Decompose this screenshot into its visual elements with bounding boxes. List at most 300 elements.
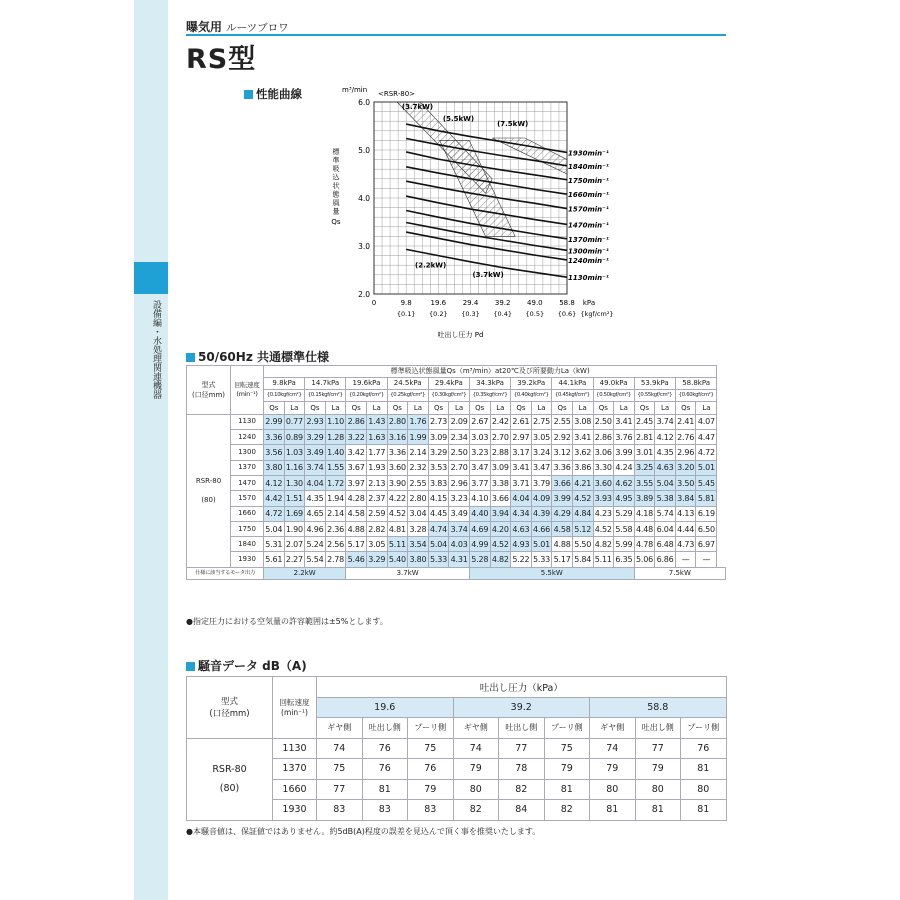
noise-value-cell: 81 xyxy=(590,800,636,821)
spec-value-cell: 5.58 xyxy=(614,521,635,536)
spec-pressure-header xyxy=(552,378,593,402)
spec-pressure-header xyxy=(346,378,387,402)
spec-value-cell: 5.99 xyxy=(614,537,635,552)
spec-value-cell: 3.49 xyxy=(449,506,470,521)
spec-value-cell: 2.78 xyxy=(325,552,346,567)
section-bullet-icon xyxy=(244,90,253,99)
x-sub-label: {0.2} xyxy=(429,310,448,318)
noise-value-cell: 75 xyxy=(544,738,590,759)
spec-value-cell: 4.07 xyxy=(696,414,717,429)
y-axis-label-char: 準 xyxy=(332,156,340,165)
spec-pressure-header xyxy=(593,378,634,402)
spec-value-cell: 5.40 xyxy=(387,552,408,567)
spec-value-cell: 2.41 xyxy=(675,414,696,429)
spec-value-cell: 5.54 xyxy=(305,552,326,567)
spec-value-cell: 3.79 xyxy=(531,475,552,490)
y-tick-label: 6.0 xyxy=(358,98,370,107)
spec-value-cell: 3.76 xyxy=(614,430,635,445)
y-axis-label-char: 込 xyxy=(332,173,340,182)
la-header: La xyxy=(490,402,511,414)
x-sub-label: {0.6} xyxy=(557,310,577,318)
la-header: La xyxy=(408,402,429,414)
spec-value-cell: 3.47 xyxy=(469,460,490,475)
spec-value-cell: 2.67 xyxy=(469,414,490,429)
la-header: La xyxy=(655,402,676,414)
spec-value-cell: 2.93 xyxy=(305,414,326,429)
qs-header: Qs xyxy=(387,402,408,414)
spec-pressure-header xyxy=(675,378,717,402)
spec-value-cell: 1.03 xyxy=(284,445,305,460)
spec-value-cell: 3.36 xyxy=(264,430,285,445)
noise-value-cell: 79 xyxy=(590,759,636,780)
qs-header: Qs xyxy=(428,402,449,414)
spec-value-cell: 3.16 xyxy=(387,430,408,445)
noise-speed-cell: 1130 xyxy=(273,738,317,759)
category: 曝気用 xyxy=(186,20,223,34)
subcategory: ルーツブロワ xyxy=(226,22,289,34)
spec-value-cell: 3.49 xyxy=(305,445,326,460)
spec-value-cell: 5.06 xyxy=(634,552,655,567)
sidebar-marker xyxy=(134,262,168,294)
spec-value-cell: 5.11 xyxy=(593,552,614,567)
spec-value-cell: 4.09 xyxy=(531,491,552,506)
pressure-kgf: {0.45kgf/cm²} xyxy=(552,389,592,401)
spec-value-cell: 3.71 xyxy=(511,475,532,490)
spec-value-cell: 2.97 xyxy=(511,430,532,445)
pressure-kpa: 24.5kPa xyxy=(393,379,422,388)
curve-label: 1130min⁻¹ xyxy=(568,274,609,283)
spec-value-cell: 4.35 xyxy=(655,445,676,460)
noise-pressure: 58.8 xyxy=(590,697,727,718)
power-region-label: (3.7kW) xyxy=(472,271,504,280)
spec-value-cell: 3.42 xyxy=(346,445,367,460)
spec-value-cell: 3.41 xyxy=(572,430,593,445)
y-axis-label-char: 態 xyxy=(332,190,340,199)
spec-value-cell: 4.23 xyxy=(593,506,614,521)
noise-value-cell: 81 xyxy=(635,800,681,821)
spec-value-cell: 2.50 xyxy=(449,445,470,460)
pressure-kpa: 49.0kPa xyxy=(599,379,628,388)
pressure-kpa: 53.9kPa xyxy=(640,379,669,388)
speed-cell: 1930 xyxy=(231,552,264,567)
spec-value-cell: 3.93 xyxy=(593,491,614,506)
spec-value-cell: 2.56 xyxy=(325,537,346,552)
la-header: La xyxy=(366,402,387,414)
model-name: RSR-80 xyxy=(195,476,222,485)
qs-header: Qs xyxy=(511,402,532,414)
la-header: La xyxy=(696,402,717,414)
spec-value-cell: 4.45 xyxy=(428,506,449,521)
spec-value-cell: 5.04 xyxy=(264,521,285,536)
spec-value-cell: 4.99 xyxy=(469,537,490,552)
spec-pressure-header xyxy=(634,378,675,402)
qs-header: Qs xyxy=(305,402,326,414)
spec-table xyxy=(186,365,726,580)
spec-value-cell: 1.63 xyxy=(366,430,387,445)
spec-value-cell: 5.74 xyxy=(655,506,676,521)
spec-value-cell: 4.95 xyxy=(614,491,635,506)
noise-value-cell: 82 xyxy=(453,800,499,821)
spec-value-cell: 4.18 xyxy=(634,506,655,521)
spec-value-cell: 2.36 xyxy=(325,521,346,536)
noise-sub-header: プーリ側 xyxy=(544,718,590,739)
spec-value-cell: 3.25 xyxy=(634,460,655,475)
spec-value-cell: 4.62 xyxy=(614,475,635,490)
spec-value-cell: 4.72 xyxy=(264,506,285,521)
spec-value-cell: 1.28 xyxy=(325,430,346,445)
spec-value-cell: 4.34 xyxy=(511,506,532,521)
spec-value-cell: 4.82 xyxy=(593,537,614,552)
spec-value-cell: 6.19 xyxy=(696,506,717,521)
noise-row xyxy=(187,738,727,759)
noise-value-cell: 79 xyxy=(408,779,454,800)
x-sub-label: {0.4} xyxy=(493,310,512,318)
spec-value-cell: 3.17 xyxy=(511,445,532,460)
pressure-kpa: 19.6kPa xyxy=(352,379,381,388)
pressure-kgf: {0.20kgf/cm²} xyxy=(346,389,386,401)
pressure-kpa: 34.3kPa xyxy=(476,379,504,388)
spec-value-cell: 3.29 xyxy=(305,430,326,445)
pressure-kpa: 39.2kPa xyxy=(517,379,546,388)
motor-value: 2.2kW xyxy=(264,567,346,579)
spec-value-cell: 4.58 xyxy=(552,521,573,536)
noise-value-cell: 76 xyxy=(408,759,454,780)
spec-value-cell: 3.09 xyxy=(428,430,449,445)
spec-value-cell: 2.45 xyxy=(634,414,655,429)
spec-value-cell: 4.39 xyxy=(531,506,552,521)
y-axis-symbol: Qs xyxy=(331,218,341,226)
x-tick-label: 29.4 xyxy=(462,299,479,307)
la-header: La xyxy=(614,402,635,414)
spec-value-cell: 4.35 xyxy=(305,491,326,506)
noise-header-row xyxy=(187,677,727,698)
y-axis-label-char: 量 xyxy=(332,207,340,216)
spec-value-cell: 4.52 xyxy=(593,521,614,536)
noise-sub-header: 吐出し側 xyxy=(499,718,545,739)
spec-value-cell: 3.23 xyxy=(449,491,470,506)
spec-value-cell: 4.69 xyxy=(469,521,490,536)
pressure-kgf: {0.35kgf/cm²} xyxy=(470,389,510,401)
spec-pressure-header xyxy=(387,378,428,402)
spec-value-cell: 4.48 xyxy=(634,521,655,536)
pressure-kpa: 58.8kPa xyxy=(682,379,711,388)
spec-value-cell: 5.45 xyxy=(696,475,717,490)
spec-value-cell: 5.01 xyxy=(531,537,552,552)
spec-value-cell: 4.88 xyxy=(346,521,367,536)
section-spec-title xyxy=(186,348,329,365)
header-rule xyxy=(186,34,726,36)
section-curve-label: 性能曲線 xyxy=(256,87,302,101)
pressure-kgf: {0.40kgf/cm²} xyxy=(511,389,551,401)
section-noise-label: 騒音データ dB（A) xyxy=(198,659,307,673)
spec-value-cell: 1.43 xyxy=(366,414,387,429)
spec-value-cell: 3.60 xyxy=(593,475,614,490)
spec-value-cell: 3.62 xyxy=(572,445,593,460)
spec-value-cell: 1.55 xyxy=(325,460,346,475)
spec-value-cell: 3.94 xyxy=(490,506,511,521)
spec-value-cell: 4.52 xyxy=(387,506,408,521)
spec-value-cell: 1.69 xyxy=(284,506,305,521)
spec-row xyxy=(187,430,726,445)
model-name: RSR-80 xyxy=(212,764,247,775)
spec-value-cell: 3.03 xyxy=(469,430,490,445)
spec-value-cell: 2.55 xyxy=(552,414,573,429)
spec-value-cell: 1.30 xyxy=(284,475,305,490)
motor-value: 7.5kW xyxy=(634,567,725,579)
noise-sub-header: ギヤ側 xyxy=(317,718,363,739)
spec-value-cell: 3.22 xyxy=(346,430,367,445)
speed-cell: 1570 xyxy=(231,491,264,506)
noise-value-cell: 76 xyxy=(362,738,408,759)
spec-value-cell: 4.93 xyxy=(511,537,532,552)
spec-value-cell: 3.47 xyxy=(531,460,552,475)
pressure-kgf: {0.60kgf/cm²} xyxy=(676,389,717,401)
spec-value-cell: 3.05 xyxy=(366,537,387,552)
noise-value-cell: 80 xyxy=(681,779,727,800)
spec-value-cell: 6.04 xyxy=(655,521,676,536)
spec-value-cell: 2.96 xyxy=(675,445,696,460)
spec-value-cell: 1.90 xyxy=(284,521,305,536)
qs-header: Qs xyxy=(593,402,614,414)
spec-value-cell: 5.24 xyxy=(305,537,326,552)
spec-value-cell: 3.80 xyxy=(408,552,429,567)
spec-value-cell: 3.05 xyxy=(531,430,552,445)
spec-value-cell: 3.99 xyxy=(614,445,635,460)
noise-value-cell: 75 xyxy=(317,759,363,780)
spec-value-cell: 3.53 xyxy=(428,460,449,475)
y-axis-label-char: 標 xyxy=(332,148,340,156)
qs-header: Qs xyxy=(264,402,285,414)
spec-value-cell: 3.99 xyxy=(552,491,573,506)
spec-value-cell: 1.40 xyxy=(325,445,346,460)
spec-value-cell: 2.92 xyxy=(552,430,573,445)
spec-value-cell: 2.61 xyxy=(511,414,532,429)
spec-value-cell: 4.47 xyxy=(696,430,717,445)
spec-value-cell: 2.27 xyxy=(284,552,305,567)
spec-value-cell: 4.88 xyxy=(552,537,573,552)
noise-header-model: 型式 (口径mm) xyxy=(187,677,273,739)
curve-label: 1750min⁻¹ xyxy=(568,176,609,185)
spec-value-cell: 4.24 xyxy=(614,460,635,475)
spec-value-cell: 2.80 xyxy=(387,414,408,429)
noise-value-cell: 81 xyxy=(681,800,727,821)
spec-row xyxy=(187,537,726,552)
y-unit-label: m³/min xyxy=(342,86,368,94)
spec-value-cell: 3.30 xyxy=(593,460,614,475)
spec-value-cell: 6.97 xyxy=(696,537,717,552)
spec-value-cell: 2.50 xyxy=(593,414,614,429)
y-tick-label: 2.0 xyxy=(358,290,370,299)
noise-value-cell: 77 xyxy=(635,738,681,759)
spec-value-cell: 3.23 xyxy=(469,445,490,460)
qs-header: Qs xyxy=(469,402,490,414)
noise-sub-header: ギヤ側 xyxy=(590,718,636,739)
spec-value-cell: 4.96 xyxy=(305,521,326,536)
noise-value-cell: 83 xyxy=(408,800,454,821)
spec-value-cell: 3.41 xyxy=(511,460,532,475)
spec-row xyxy=(187,460,726,475)
spec-pressure-header xyxy=(428,378,469,402)
spec-value-cell: 4.40 xyxy=(469,506,490,521)
spec-value-cell: 4.73 xyxy=(675,537,696,552)
spec-value-cell: 1.94 xyxy=(325,491,346,506)
noise-speed-cell: 1660 xyxy=(273,779,317,800)
spec-value-cell: 6.35 xyxy=(614,552,635,567)
qs-header: Qs xyxy=(346,402,367,414)
spec-value-cell: 3.29 xyxy=(428,445,449,460)
spec-value-cell: 3.56 xyxy=(264,445,285,460)
spec-value-cell: 3.67 xyxy=(346,460,367,475)
spec-value-cell: 1.99 xyxy=(408,430,429,445)
spec-value-cell: 4.66 xyxy=(531,521,552,536)
noise-value-cell: 74 xyxy=(317,738,363,759)
pressure-kgf: {0.25kgf/cm²} xyxy=(388,389,428,401)
noise-sub-header: プーリ側 xyxy=(681,718,727,739)
spec-value-cell: 4.72 xyxy=(696,445,717,460)
spec-row xyxy=(187,445,726,460)
spec-row xyxy=(187,475,726,490)
pressure-kgf: {0.55kgf/cm²} xyxy=(635,389,675,401)
spec-value-cell: 5.17 xyxy=(346,537,367,552)
spec-value-cell: 3.12 xyxy=(552,445,573,460)
section-spec-label: 50/60Hz 共通標準仕様 xyxy=(198,350,329,364)
spec-value-cell: 3.84 xyxy=(675,491,696,506)
spec-value-cell: 4.13 xyxy=(675,506,696,521)
x-tick-label: 19.6 xyxy=(430,299,447,307)
spec-value-cell: 2.86 xyxy=(346,414,367,429)
spec-value-cell: 5.28 xyxy=(469,552,490,567)
y-axis-label-char: 風 xyxy=(332,199,340,207)
noise-sub-header: 吐出し側 xyxy=(635,718,681,739)
curve-label: 1570min⁻¹ xyxy=(568,205,609,214)
spec-pressure-header xyxy=(305,378,346,402)
spec-value-cell: 3.60 xyxy=(387,460,408,475)
spec-value-cell: 3.36 xyxy=(387,445,408,460)
speed-cell: 1840 xyxy=(231,537,264,552)
noise-value-cell: 81 xyxy=(681,759,727,780)
spec-value-cell: 2.76 xyxy=(675,430,696,445)
y-axis-label-char: 状 xyxy=(332,182,340,190)
pressure-kpa: 29.4kPa xyxy=(434,379,463,388)
spec-value-cell: 4.03 xyxy=(449,537,470,552)
pressure-kgf: {0.30kgf/cm²} xyxy=(429,389,469,401)
spec-value-cell: 2.96 xyxy=(449,475,470,490)
pressure-kpa: 44.1kPa xyxy=(558,379,587,388)
spec-value-cell: 1.10 xyxy=(325,414,346,429)
noise-model-cell xyxy=(187,738,273,820)
spec-value-cell: 5.22 xyxy=(511,552,532,567)
spec-value-cell: 3.55 xyxy=(634,475,655,490)
spec-value-cell: 4.21 xyxy=(572,475,593,490)
noise-pressure: 39.2 xyxy=(453,697,590,718)
noise-header-speed: 回転速度 (min⁻¹) xyxy=(273,677,317,739)
y-tick-label: 5.0 xyxy=(358,146,370,155)
spec-value-cell: 4.63 xyxy=(511,521,532,536)
spec-value-cell: 6.50 xyxy=(696,521,717,536)
x-tick-label: 0 xyxy=(371,299,377,307)
spec-value-cell: 3.36 xyxy=(552,460,573,475)
spec-value-cell: 4.84 xyxy=(572,506,593,521)
spec-value-cell: 2.14 xyxy=(325,506,346,521)
spec-value-cell: 5.29 xyxy=(614,506,635,521)
spec-value-cell: 2.09 xyxy=(449,414,470,429)
spec-value-cell: 4.12 xyxy=(264,475,285,490)
spec-value-cell: 5.38 xyxy=(655,491,676,506)
la-header: La xyxy=(572,402,593,414)
y-tick-label: 3.0 xyxy=(358,242,370,251)
spec-value-cell: 5.01 xyxy=(696,460,717,475)
spec-value-cell: 2.82 xyxy=(366,521,387,536)
category-heading xyxy=(186,18,289,35)
spec-value-cell: 4.82 xyxy=(490,552,511,567)
x-tick-label: kPa xyxy=(582,299,596,307)
noise-value-cell: 74 xyxy=(590,738,636,759)
spec-value-cell: 6.48 xyxy=(655,537,676,552)
power-region-label: (3.7kW) xyxy=(401,103,434,112)
speed-cell: 1240 xyxy=(231,430,264,445)
spec-row xyxy=(187,552,726,567)
x-tick-label: 49.0 xyxy=(527,299,543,307)
motor-value: 3.7kW xyxy=(346,567,470,579)
performance-chart xyxy=(322,82,622,339)
noise-value-cell: 79 xyxy=(544,759,590,780)
motor-label: 仕様に該当するモータ出力 xyxy=(187,567,264,579)
spec-value-cell: 3.38 xyxy=(490,475,511,490)
spec-value-cell: 4.04 xyxy=(511,491,532,506)
spec-value-cell: 2.70 xyxy=(490,430,511,445)
spec-value-cell: 1.76 xyxy=(408,414,429,429)
sidebar-label: 設備編・水処理関連機器 xyxy=(151,300,161,399)
pressure-kgf: {0.10kgf/cm²} xyxy=(264,389,304,401)
spec-value-cell: 3.83 xyxy=(428,475,449,490)
spec-value-cell: 4.12 xyxy=(655,430,676,445)
noise-table xyxy=(186,676,727,821)
spec-pressure-header xyxy=(511,378,552,402)
spec-value-cell: 3.50 xyxy=(675,475,696,490)
qs-header: Qs xyxy=(634,402,655,414)
spec-value-cell: 5.04 xyxy=(655,475,676,490)
spec-value-cell: 1.51 xyxy=(284,491,305,506)
spec-value-cell: 4.10 xyxy=(469,491,490,506)
curve-label: 1470min⁻¹ xyxy=(568,221,609,230)
spec-value-cell: 6.86 xyxy=(655,552,676,567)
spec-pressure-header xyxy=(469,378,510,402)
noise-value-cell: 76 xyxy=(681,738,727,759)
curve-label: 1300min⁻¹ xyxy=(568,247,609,256)
spec-value-cell: 3.08 xyxy=(572,414,593,429)
spec-value-cell: 2.75 xyxy=(531,414,552,429)
la-header: La xyxy=(284,402,305,414)
noise-value-cell: 76 xyxy=(362,759,408,780)
x-sub-label: {0.1} xyxy=(396,310,416,318)
spec-value-cell: 2.99 xyxy=(264,414,285,429)
spec-value-cell: 3.89 xyxy=(634,491,655,506)
spec-value-cell: 2.70 xyxy=(449,460,470,475)
noise-value-cell: 79 xyxy=(453,759,499,780)
la-header: La xyxy=(449,402,470,414)
spec-value-cell: 5.81 xyxy=(696,491,717,506)
spec-value-cell: 5.61 xyxy=(264,552,285,567)
spec-value-cell: 0.89 xyxy=(284,430,305,445)
power-region-label: (2.2kW) xyxy=(415,261,447,270)
spec-value-cell: 2.55 xyxy=(408,475,429,490)
speed-cell: 1470 xyxy=(231,475,264,490)
noise-value-cell: 77 xyxy=(317,779,363,800)
spec-value-cell: 3.77 xyxy=(469,475,490,490)
x-tick-label: 9.8 xyxy=(400,299,412,307)
spec-value-cell: 1.16 xyxy=(284,460,305,475)
spec-value-cell: 4.20 xyxy=(490,521,511,536)
